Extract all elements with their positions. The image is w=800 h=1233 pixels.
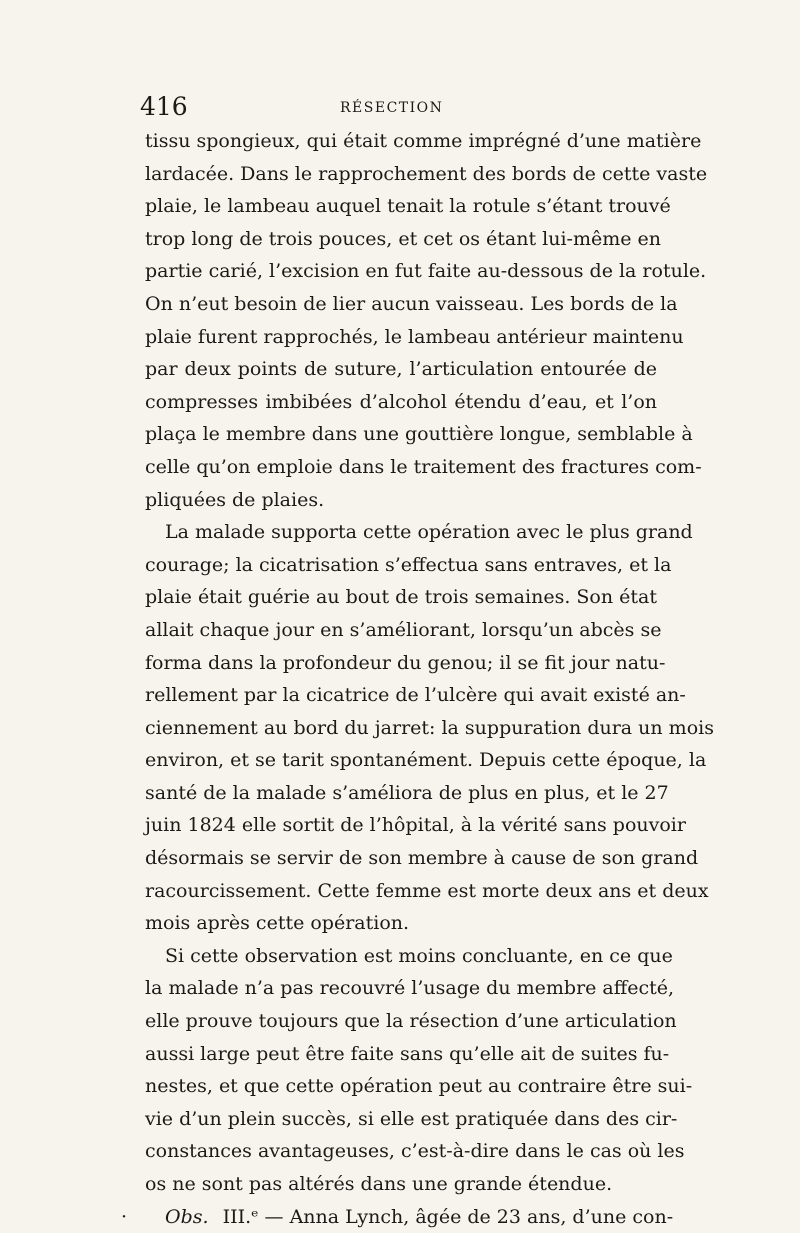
text-line: celle qu’on emploie dans le traitement des fractures com- — [145, 455, 702, 478]
text-line: Si cette observation est moins concluante, en ce que — [165, 944, 673, 967]
text-line: constances avantageuses, c’est-à-dire dans le cas où les — [145, 1140, 685, 1163]
text-line: nestes, et que cette opération peut au contraire être sui- — [145, 1075, 693, 1098]
text-line: rellement par la cicatrice de l’ulcère qui avait existé an- — [145, 684, 686, 707]
text-line: La malade supporta cette opération avec le plus grand — [165, 521, 693, 544]
paragraph-3 — [145, 940, 693, 1201]
text-line: santé de la malade s’améliora de plus en plus, et le 27 — [145, 781, 669, 804]
paragraph-2 — [145, 516, 714, 940]
text-line: elle prouve toujours que la résection d’une articulation — [145, 1010, 677, 1033]
text-line: désormais se servir de son membre à cause de son grand — [145, 847, 699, 870]
text-line: courage; la cicatrisation s’effectua sans entraves, et la — [145, 553, 672, 576]
text-line: la malade n’a pas recouvré l’usage du membre affecté, — [145, 977, 675, 1000]
text-line: mois après cette opération. — [145, 912, 410, 935]
text-line: vie d’un plein succès, si elle est pratiquée dans des cir- — [145, 1107, 678, 1130]
text-line: tissu spongieux, qui était comme imprégné d’une matière — [145, 130, 702, 152]
text-line: compresses imbibées d’alcohol étendu d’eau, et l’on — [145, 390, 657, 413]
text-line: partie carié, l’excision en fut faite au-dessous de la rotule. — [145, 260, 707, 283]
text-line: environ, et se tarit spontanément. Depuis cette époque, la — [145, 749, 707, 772]
text-line: trop long de trois pouces, et cet os étant lui-même en — [145, 227, 662, 250]
text-line: juin 1824 elle sortit de l’hôpital, à la vérité sans pouvoir — [145, 814, 686, 837]
observation-label: Obs. — [165, 1205, 209, 1228]
observation-heading — [121, 1201, 674, 1233]
text-line: racourcissement. Cette femme est morte deux ans et deux — [145, 879, 709, 902]
bullet-marker: · — [121, 1205, 128, 1228]
text-line: lardacée. Dans le rapprochement des bords de cette vaste — [145, 162, 708, 185]
page-number: 416 — [140, 92, 188, 121]
text-line: aussi large peut être faite sans qu’elle ait de suites fu- — [145, 1042, 670, 1065]
text-line: plaie était guérie au bout de trois semaines. Son état — [145, 586, 657, 609]
text-line: ciennement au bord du jarret: la suppuration dura un mois — [145, 716, 714, 739]
observation-text: III.ᵉ — Anna Lynch, âgée de 23 ans, d’une con- — [222, 1205, 674, 1228]
text-line: allait chaque jour en s’améliorant, lorsqu’un abcès se — [145, 618, 662, 641]
text-line: os ne sont pas altérés dans une grande étendue. — [145, 1173, 613, 1195]
page-header — [140, 92, 660, 122]
text-line: forma dans la profondeur du genou; il se fit jour natu- — [145, 651, 666, 674]
body-text — [121, 125, 714, 1233]
running-head: RÉSECTION — [340, 100, 444, 116]
text-line: plaie furent rapprochés, le lambeau antérieur maintenu — [145, 325, 684, 348]
text-line: par deux points de suture, l’articulation entourée de — [145, 358, 657, 381]
text-line: pliquées de plaies. — [145, 488, 325, 511]
text-line: plaça le membre dans une gouttière longue, semblable à — [145, 423, 693, 446]
text-line: On n’eut besoin de lier aucun vaisseau. Les bords de la — [145, 292, 678, 315]
text-line: plaie, le lambeau auquel tenait la rotule s’étant trouvé — [145, 195, 671, 218]
paragraph-1 — [145, 125, 708, 516]
